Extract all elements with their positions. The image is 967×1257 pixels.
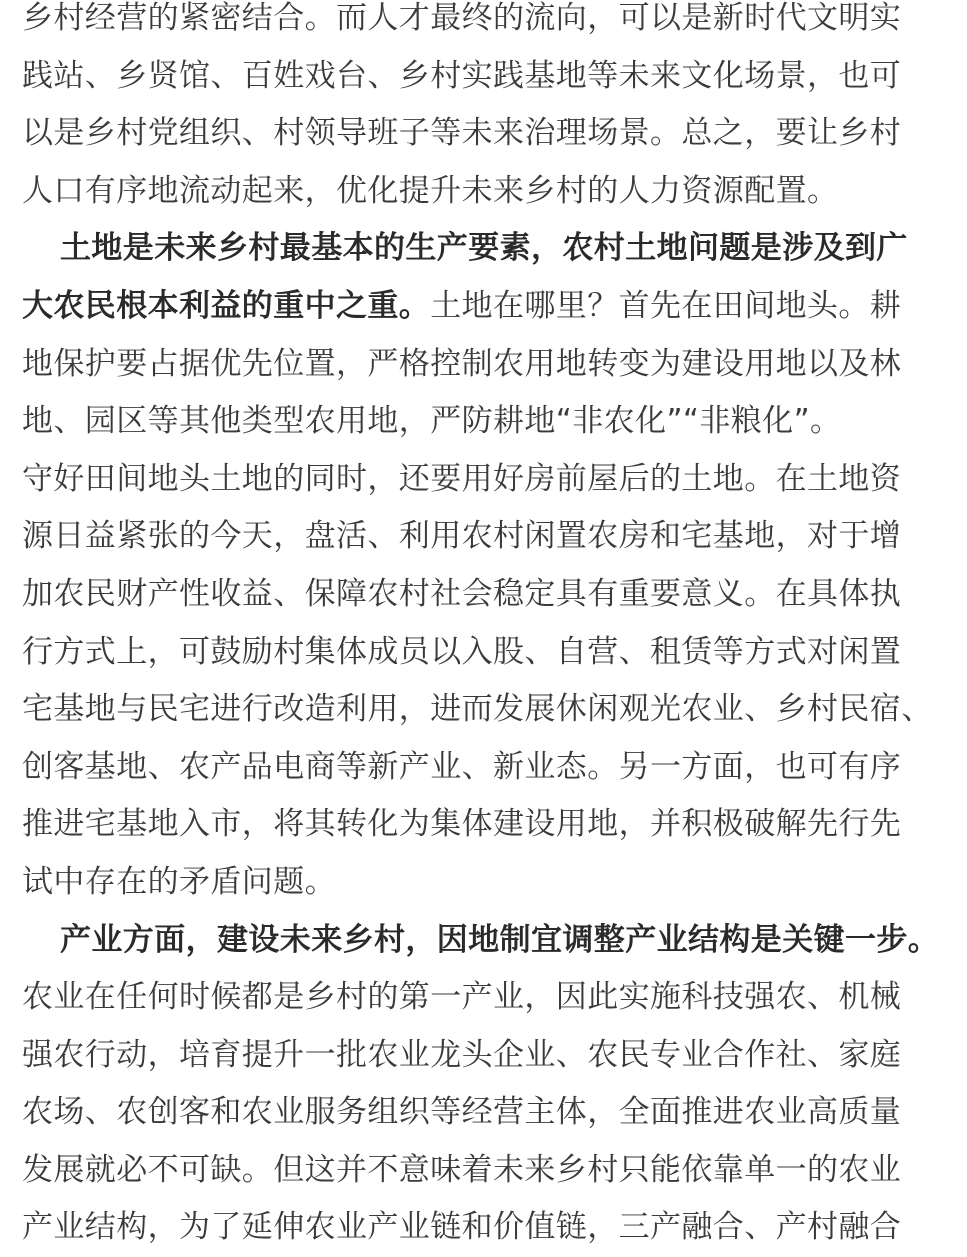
paragraph-2-line-7: 加农民财产性收益、保障农村社会稳定具有重要意义。在具体执 — [22, 575, 902, 612]
paragraph-2-line-3: 地保护要占据优先位置，严格控制农用地转变为建设用地以及林 — [22, 345, 902, 382]
paragraph-1-line-1: 乡村经营的紧密结合。而人才最终的流向，可以是新时代文明实 — [22, 0, 902, 36]
paragraph-1-line-2: 践站、乡贤馆、百姓戏台、乡村实践基地等未来文化场景，也可 — [22, 57, 902, 94]
paragraph-3-bold-lead: 产业方面，建设未来乡村，因地制宜调整产业结构是关键一步。 — [60, 921, 940, 958]
paragraph-2-bold-lead-line-2: 大农民根本利益的重中之重。 — [22, 287, 431, 324]
paragraph-2-line-11: 推进宅基地入市，将其转化为集体建设用地，并积极破解先行先 — [22, 806, 902, 843]
paragraph-2-bold-lead-line-1: 土地是未来乡村最基本的生产要素，农村土地问题是涉及到广 — [60, 230, 908, 267]
paragraph-1-line-3: 以是乡村党组织、村领导班子等未来治理场景。总之，要让乡村 — [22, 115, 902, 152]
paragraph-3-line-5: 发展就必不可缺。但这并不意味着未来乡村只能依靠单一的农业 — [22, 1151, 902, 1188]
paragraph-3-line-2: 农业在任何时候都是乡村的第一产业，因此实施科技强农、机械 — [22, 979, 902, 1016]
paragraph-2-line-9: 宅基地与民宅进行改造利用，进而发展休闲观光农业、乡村民宿、 — [22, 691, 933, 728]
paragraph-1-line-4: 人口有序地流动起来，优化提升未来乡村的人力资源配置。 — [22, 172, 839, 209]
paragraph-2-line-10: 创客基地、农产品电商等新产业、新业态。另一方面，也可有序 — [22, 748, 902, 785]
paragraph-2-line-2 — [22, 278, 947, 336]
paragraph-3-line-4: 农场、农创客和农业服务组织等经营主体，全面推进农业高质量 — [22, 1094, 902, 1131]
paragraph-2-line-12: 试中存在的矛盾问题。 — [22, 863, 336, 900]
paragraph-2-line-2-rest: 土地在哪里？首先在田间地头。耕 — [430, 287, 902, 324]
paragraph-2-line-5: 守好田间地头土地的同时，还要用好房前屋后的土地。在土地资 — [22, 460, 902, 497]
paragraph-2-line-6: 源日益紧张的今天，盘活、利用农村闲置农房和宅基地，对于增 — [22, 518, 902, 555]
paragraph-2-line-4: 地、园区等其他类型农用地，严防耕地“非农化”“非粮化”。 — [22, 403, 842, 440]
paragraph-3-line-3: 强农行动，培育提升一批农业龙头企业、农民专业合作社、家庭 — [22, 1036, 902, 1073]
paragraph-2-line-8: 行方式上，可鼓励村集体成员以入股、自营、租赁等方式对闲置 — [22, 633, 902, 670]
paragraph-3-line-6: 产业结构，为了延伸农业产业链和价值链，三产融合、产村融合 — [22, 1209, 902, 1246]
